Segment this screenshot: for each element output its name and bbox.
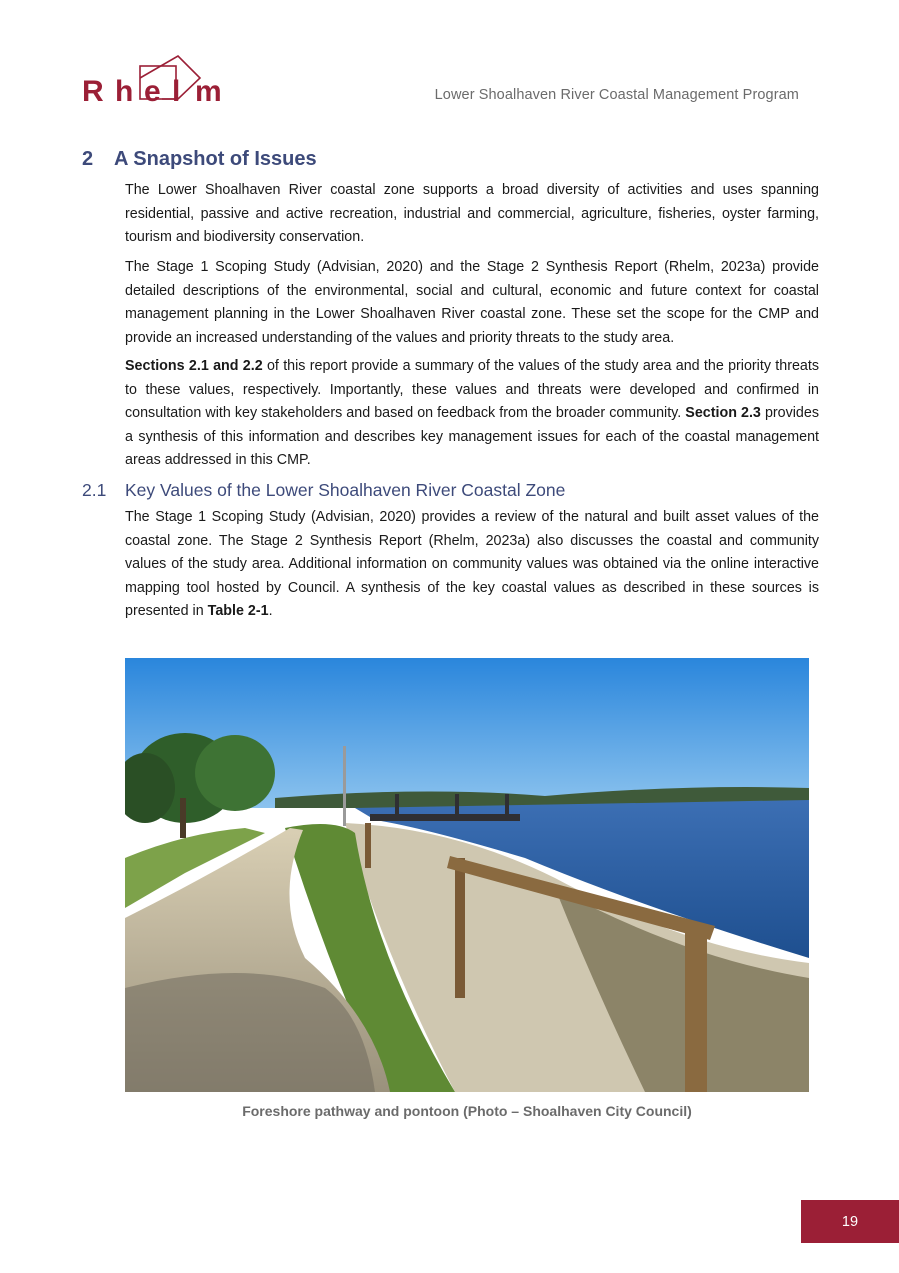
figure-caption: Foreshore pathway and pontoon (Photo – Shoalhaven City Council) <box>242 1103 692 1119</box>
rhelm-logo <box>82 52 232 108</box>
section-reference[interactable]: Sections 2.1 and 2.2 <box>125 358 263 374</box>
svg-text:h: h <box>115 75 134 108</box>
context-paragraph: The Stage 1 Scoping Study (Advisian, 2020) and the Stage 2 Synthesis Report (Rhelm, 2023a) provide detailed descriptions of the environmental, social and cultural, economic and future context for coastal management planning in the Lower Shoalhaven River coastal zone. These set the scope for the CMP and provide an increased understanding of the values and priority threats to the study area. <box>125 259 819 346</box>
page-number: 19 <box>801 1200 899 1243</box>
section-number: 2 <box>82 148 94 170</box>
subsection-number: 2.1 <box>82 480 107 500</box>
table-reference[interactable]: Table 2-1 <box>207 603 269 620</box>
svg-text:m: m <box>195 75 222 108</box>
section-reference[interactable]: Section 2.3 <box>685 405 761 422</box>
document-title: Lower Shoalhaven River Coastal Management Program <box>434 87 799 103</box>
sections-paragraph: Sections 2.1 and 2.2 of this report provide a summary of the values of the study area and the priority threats to these values, respectively. Importantly, these values and threats were developed and confirmed in consultation with key stakeholders and based on feedback from the broader community. Section 2.3 provides a synthesis of this information and describes key management issues for each of the coastal management areas addressed in this CMP. <box>125 358 819 469</box>
section-title: A Snapshot of Issues <box>114 148 317 170</box>
section-heading <box>82 148 317 171</box>
svg-text:l: l <box>172 75 181 108</box>
subsection-title: Key Values of the Lower Shoalhaven River Coastal Zone <box>125 480 566 500</box>
intro-paragraph: The Lower Shoalhaven River coastal zone supports a broad diversity of activities and uses spanning residential, passive and active recreation, industrial and commercial, agriculture, fisheries, oyster farming, tourism and biodiversity conservation. <box>125 182 819 246</box>
svg-text:e: e <box>144 75 161 108</box>
subsection-heading <box>82 480 565 501</box>
foreshore-photo <box>125 658 809 1092</box>
values-paragraph: The Stage 1 Scoping Study (Advisian, 2020) provides a review of the natural and built asset values of the coastal zone. The Stage 2 Synthesis Report (Rhelm, 2023a) also discusses the coastal and community values of the study area. Additional information on community values was obtained via the online interactive mapping tool hosted by Council. A synthesis of the key coastal values as described in these sources is presented in Table 2-1. <box>125 509 819 620</box>
svg-text:R: R <box>82 75 104 108</box>
